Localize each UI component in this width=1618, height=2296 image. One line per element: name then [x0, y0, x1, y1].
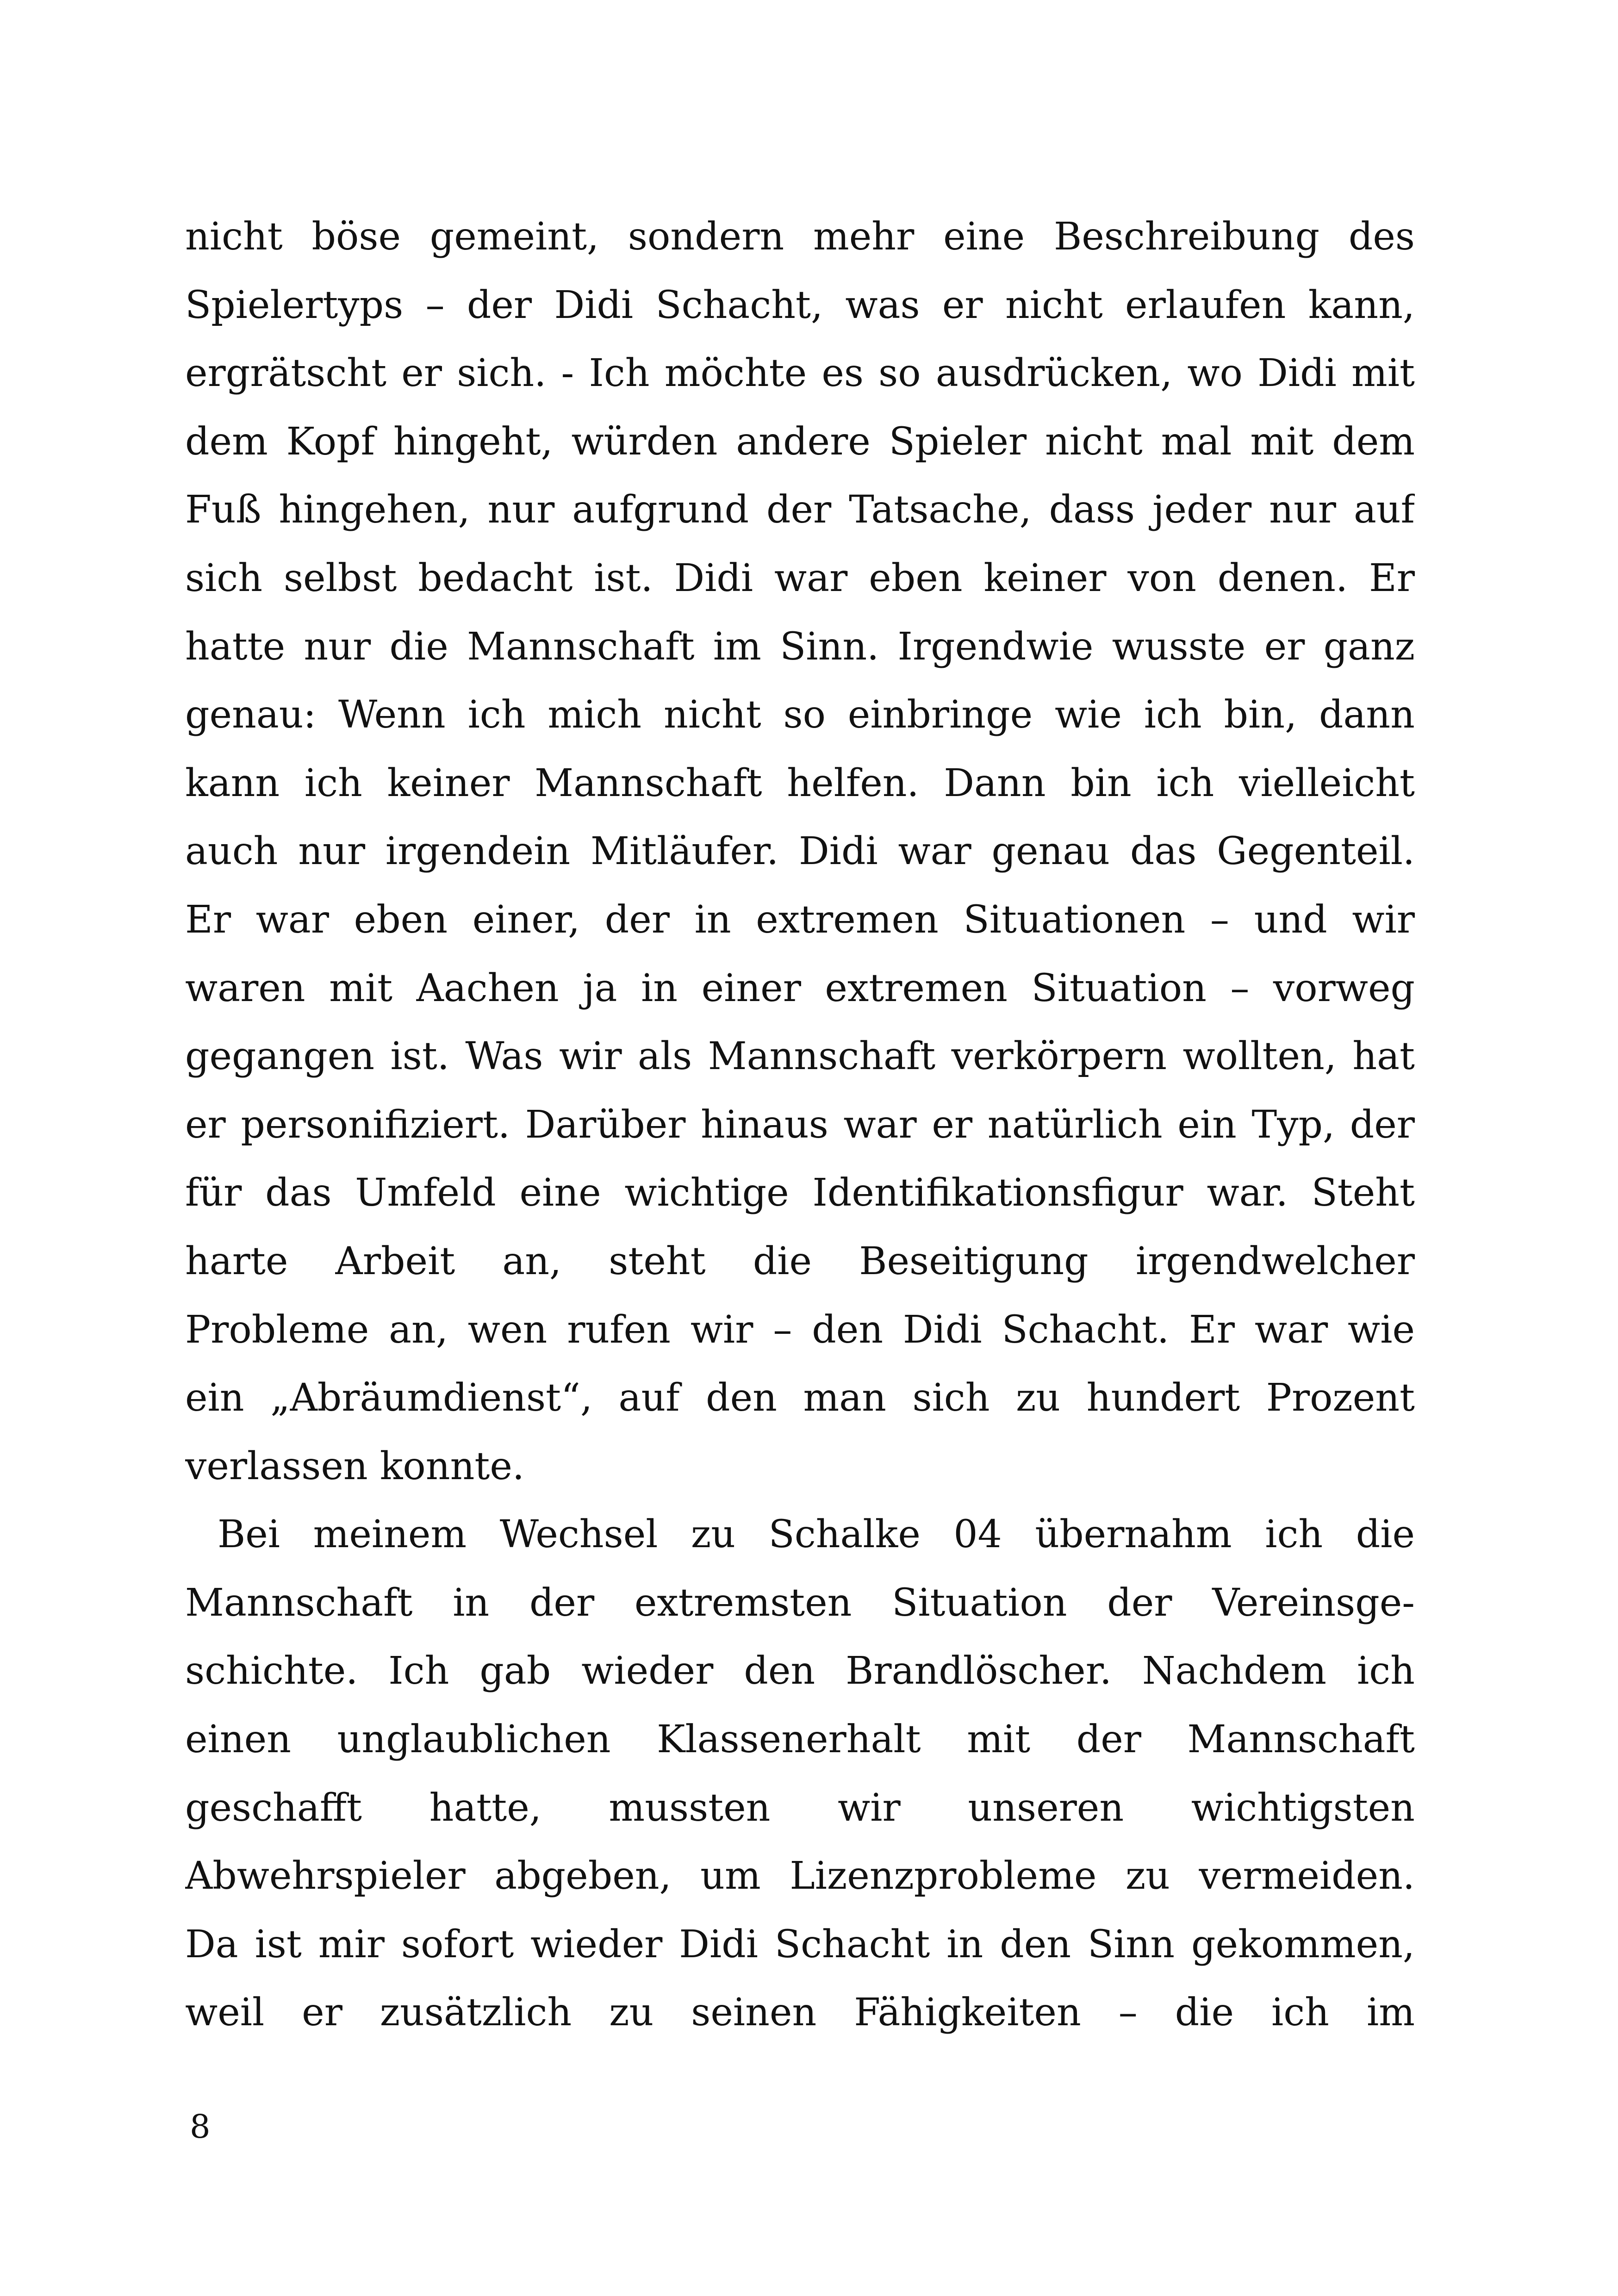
text-line: harte Arbeit an, steht die Beseitigung irgendwelcher: [185, 1239, 1415, 1283]
text-line: Mannschaft in der extremsten Situation der Vereinsge-: [185, 1580, 1415, 1625]
text-line: ergrätscht er sich. - Ich möchte es so ausdrücken, wo Didi mit: [185, 351, 1415, 396]
text-line: waren mit Aachen ja in einer extremen Situation – vorweg: [185, 966, 1415, 1010]
text-line: Bei meinem Wechsel zu Schalke 04 übernahm ich die: [218, 1512, 1415, 1557]
text-line: weil er zusätzlich zu seinen Fähigkeiten – die ich im: [185, 1991, 1415, 2035]
text-line: nicht böse gemeint, sondern mehr eine Beschreibung des: [185, 215, 1415, 259]
text-line: Er war eben einer, der in extremen Situationen – und wir: [185, 897, 1415, 942]
text-line: einen unglaublichen Klassenerhalt mit der Mannschaft: [185, 1717, 1415, 1762]
text-line: verlassen konnte.: [185, 1444, 524, 1488]
text-line: gegangen ist. Was wir als Mannschaft verkörpern wollten, hat: [185, 1034, 1415, 1079]
text-line: Probleme an, wen rufen wir – den Didi Schacht. Er war wie: [185, 1307, 1415, 1352]
paragraph-1: [185, 203, 1415, 1500]
text-line: Da ist mir sofort wieder Didi Schacht in den Sinn gekommen,: [185, 1922, 1415, 1966]
paragraph-2: [185, 1500, 1415, 2047]
text-line: genau: Wenn ich mich nicht so einbringe wie ich bin, dann: [185, 693, 1415, 737]
text-line: geschafft hatte, mussten wir unseren wichtigsten: [185, 1786, 1415, 1830]
text-line: hatte nur die Mannschaft im Sinn. Irgendwie wusste er ganz: [185, 624, 1415, 669]
body-text: [185, 203, 1415, 2047]
text-line: ein „Abräumdienst“, auf den man sich zu hundert Prozent: [185, 1376, 1415, 1420]
text-line: schichte. Ich gab wieder den Brandlöscher. Nachdem ich: [185, 1649, 1415, 1693]
text-line: Spielertyps – der Didi Schacht, was er nicht erlaufen kann,: [185, 283, 1415, 327]
text-line: auch nur irgendein Mitläufer. Didi war genau das Gegenteil.: [185, 829, 1415, 874]
text-line: kann ich keiner Mannschaft helfen. Dann bin ich vielleicht: [185, 761, 1415, 805]
page-number: 8: [190, 2108, 211, 2146]
text-line: sich selbst bedacht ist. Didi war eben keiner von denen. Er: [185, 556, 1415, 600]
text-line: für das Umfeld eine wichtige Identifikationsfigur war. Steht: [185, 1171, 1415, 1215]
text-line: Fuß hingehen, nur aufgrund der Tatsache, dass jeder nur auf: [185, 488, 1415, 532]
text-line: er personifiziert. Darüber hinaus war er natürlich ein Typ, der: [185, 1102, 1415, 1147]
text-line: dem Kopf hingeht, würden andere Spieler nicht mal mit dem: [185, 419, 1415, 464]
text-line: Abwehrspieler abgeben, um Lizenzprobleme zu vermeiden.: [185, 1854, 1415, 1898]
